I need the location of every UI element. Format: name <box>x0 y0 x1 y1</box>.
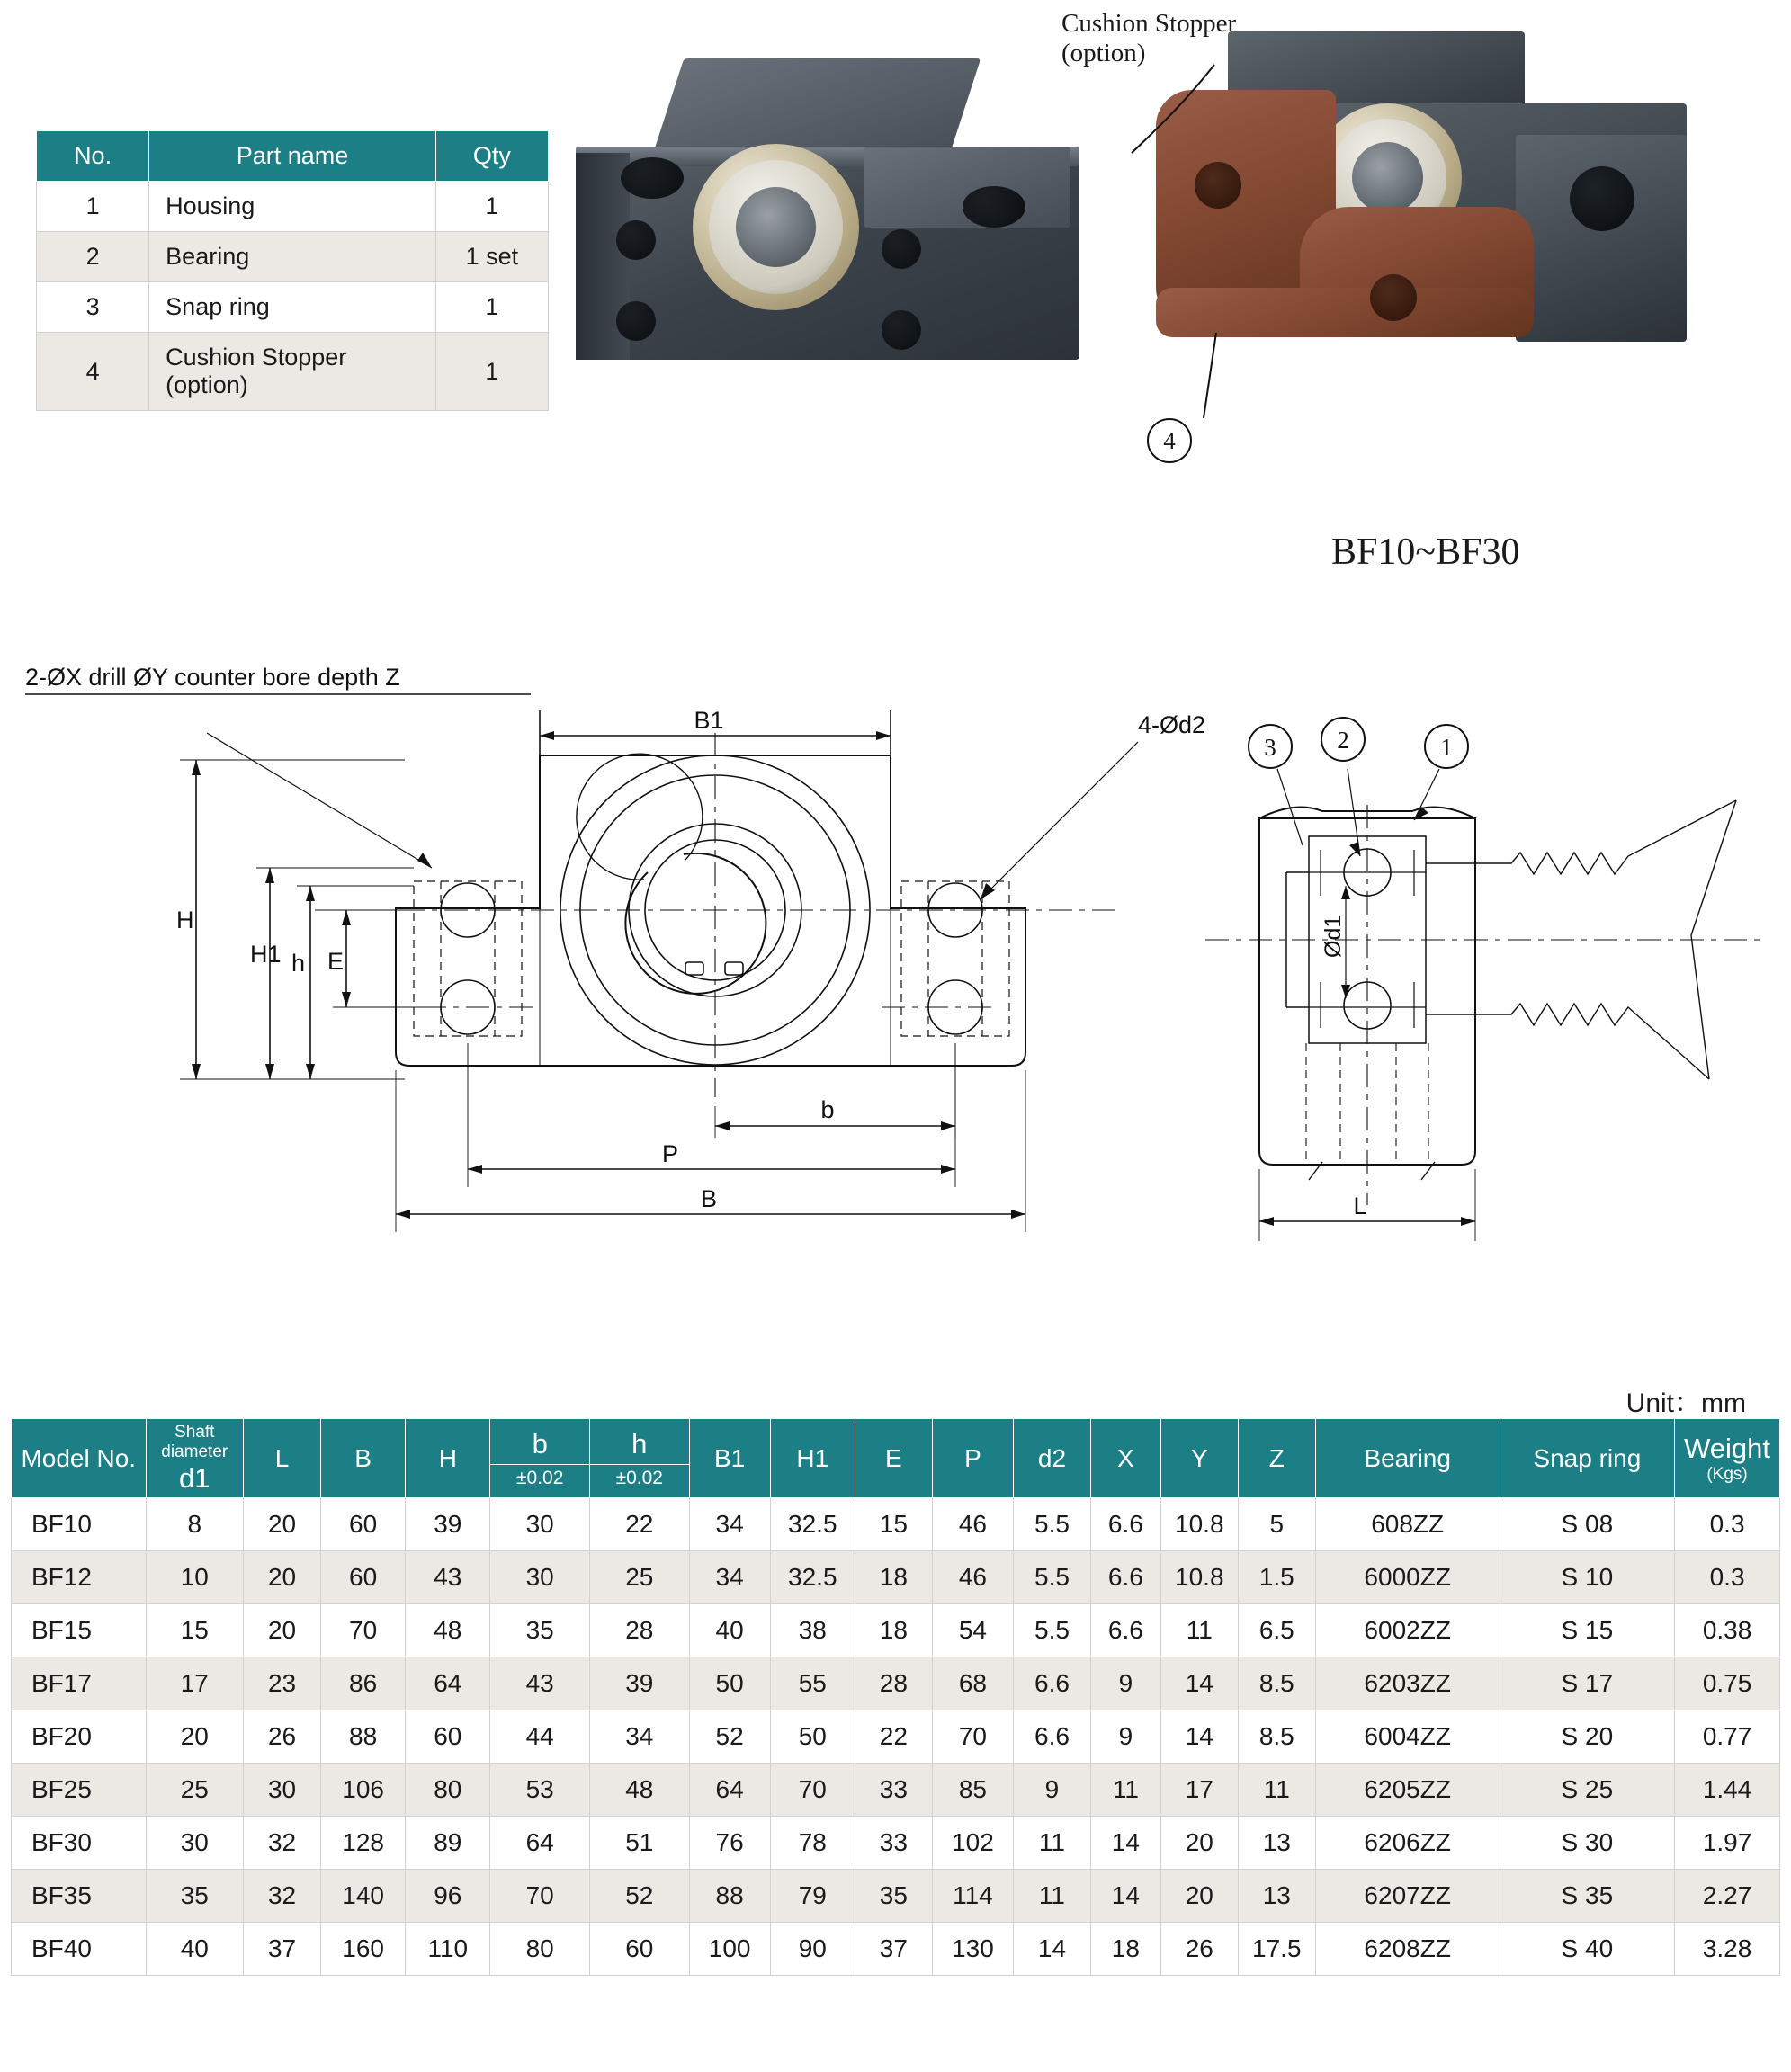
spec-cell-H: 60 <box>406 1710 490 1764</box>
spec-cell-h: 22 <box>589 1498 689 1551</box>
spec-cell-bearing: 6206ZZ <box>1315 1817 1500 1870</box>
spec-cell-h: 51 <box>589 1817 689 1870</box>
spec-header-row <box>12 1419 1780 1498</box>
spec-cell-d1: 17 <box>146 1657 244 1710</box>
spec-cell-L: 32 <box>244 1817 321 1870</box>
spec-cell-Z: 1.5 <box>1238 1551 1315 1604</box>
spec-cell-snap-ring: S 35 <box>1500 1870 1675 1923</box>
spec-cell-E: 33 <box>855 1764 932 1817</box>
table-row <box>37 333 549 411</box>
spec-cell-d2: 11 <box>1013 1817 1090 1870</box>
spec-cell-L: 32 <box>244 1870 321 1923</box>
spec-cell-bearing: 6207ZZ <box>1315 1870 1500 1923</box>
parts-header-qty: Qty <box>435 131 548 182</box>
l-label: L <box>1353 1192 1367 1219</box>
spec-cell-model: BF25 <box>12 1764 147 1817</box>
spec-cell-E: 18 <box>855 1551 932 1604</box>
b1-label: B1 <box>694 707 724 734</box>
spec-cell-X: 11 <box>1090 1764 1160 1817</box>
spec-cell-B1: 52 <box>689 1710 770 1764</box>
table-row <box>12 1498 1780 1551</box>
parts-table <box>36 130 549 411</box>
spec-cell-weight: 0.75 <box>1675 1657 1780 1710</box>
spec-cell-model: BF35 <box>12 1870 147 1923</box>
spec-cell-B1: 76 <box>689 1817 770 1870</box>
spec-cell-L: 26 <box>244 1710 321 1764</box>
spec-cell-E: 37 <box>855 1923 932 1976</box>
spec-cell-X: 18 <box>1090 1923 1160 1976</box>
parts-cell-name: Snap ring <box>149 282 436 333</box>
parts-cell-name: Bearing <box>149 232 436 282</box>
spec-header-b-tolerance: ±0.02 <box>515 1467 564 1488</box>
housing-photo <box>567 49 1097 472</box>
table-row <box>37 232 549 282</box>
spec-header-shaft-diameter <box>146 1419 244 1498</box>
spec-cell-B: 60 <box>321 1498 406 1551</box>
parts-header-part-name: Part name <box>149 131 436 182</box>
spec-cell-B1: 50 <box>689 1657 770 1710</box>
spec-cell-L: 20 <box>244 1551 321 1604</box>
spec-header-B1: B1 <box>689 1419 770 1498</box>
spec-cell-model: BF40 <box>12 1923 147 1976</box>
parts-cell-qty: 1 <box>435 333 548 411</box>
spec-cell-P: 85 <box>932 1764 1013 1817</box>
spec-header-shaft-diameter-top: Shaft diameter <box>161 1423 228 1461</box>
spec-header-h <box>589 1419 689 1498</box>
spec-cell-h: 25 <box>589 1551 689 1604</box>
spec-cell-h: 52 <box>589 1870 689 1923</box>
callout-2: 2 <box>1337 727 1349 754</box>
spec-cell-weight: 2.27 <box>1675 1870 1780 1923</box>
unit-note: Unit：mm <box>1625 1389 1746 1418</box>
od2-label: 4-Ød2 <box>1138 711 1206 738</box>
spec-cell-H: 48 <box>406 1604 490 1657</box>
table-row <box>12 1870 1780 1923</box>
table-row <box>12 1923 1780 1976</box>
spec-cell-L: 20 <box>244 1498 321 1551</box>
spec-cell-X: 6.6 <box>1090 1551 1160 1604</box>
spec-cell-Y: 14 <box>1160 1657 1238 1710</box>
spec-cell-snap-ring: S 30 <box>1500 1817 1675 1870</box>
spec-cell-weight: 1.97 <box>1675 1817 1780 1870</box>
spec-cell-h: 39 <box>589 1657 689 1710</box>
spec-cell-d1: 10 <box>146 1551 244 1604</box>
spec-header-weight <box>1675 1419 1780 1498</box>
spec-cell-snap-ring: S 40 <box>1500 1923 1675 1976</box>
spec-cell-L: 23 <box>244 1657 321 1710</box>
spec-cell-B1: 100 <box>689 1923 770 1976</box>
parts-cell-qty: 1 <box>435 182 548 232</box>
spec-cell-bearing: 6000ZZ <box>1315 1551 1500 1604</box>
spec-cell-E: 28 <box>855 1657 932 1710</box>
spec-header-X: X <box>1090 1419 1160 1498</box>
spec-cell-d1: 40 <box>146 1923 244 1976</box>
spec-header-d2: d2 <box>1013 1419 1090 1498</box>
spec-cell-B: 70 <box>321 1604 406 1657</box>
spec-cell-Z: 17.5 <box>1238 1923 1315 1976</box>
spec-cell-B1: 34 <box>689 1498 770 1551</box>
spec-header-H: H <box>406 1419 490 1498</box>
spec-cell-bearing: 6205ZZ <box>1315 1764 1500 1817</box>
spec-header-shaft-diameter-bottom: d1 <box>179 1461 210 1494</box>
specification-table <box>11 1418 1780 1976</box>
spec-cell-d2: 9 <box>1013 1764 1090 1817</box>
spec-cell-E: 35 <box>855 1870 932 1923</box>
b-small-label: b <box>820 1096 835 1123</box>
spec-cell-H: 89 <box>406 1817 490 1870</box>
spec-cell-H1: 32.5 <box>770 1551 855 1604</box>
spec-cell-Z: 11 <box>1238 1764 1315 1817</box>
spec-cell-d2: 5.5 <box>1013 1498 1090 1551</box>
spec-cell-E: 22 <box>855 1710 932 1764</box>
spec-cell-b: 44 <box>490 1710 590 1764</box>
spec-cell-model: BF17 <box>12 1657 147 1710</box>
spec-cell-bearing: 6208ZZ <box>1315 1923 1500 1976</box>
spec-cell-d2: 6.6 <box>1013 1710 1090 1764</box>
spec-cell-X: 9 <box>1090 1710 1160 1764</box>
spec-cell-X: 14 <box>1090 1870 1160 1923</box>
spec-cell-B: 140 <box>321 1870 406 1923</box>
spec-cell-Z: 5 <box>1238 1498 1315 1551</box>
spec-cell-Y: 14 <box>1160 1710 1238 1764</box>
spec-cell-model: BF12 <box>12 1551 147 1604</box>
spec-cell-X: 14 <box>1090 1817 1160 1870</box>
spec-cell-L: 30 <box>244 1764 321 1817</box>
spec-cell-B: 128 <box>321 1817 406 1870</box>
spec-cell-b: 80 <box>490 1923 590 1976</box>
spec-header-b-label: b <box>532 1428 548 1460</box>
spec-cell-P: 130 <box>932 1923 1013 1976</box>
spec-cell-E: 15 <box>855 1498 932 1551</box>
spec-header-h-tolerance: ±0.02 <box>615 1467 663 1488</box>
parts-cell-qty: 1 <box>435 282 548 333</box>
spec-header-snap-ring: Snap ring <box>1500 1419 1675 1498</box>
spec-cell-H: 80 <box>406 1764 490 1817</box>
spec-cell-h: 28 <box>589 1604 689 1657</box>
spec-header-Z: Z <box>1238 1419 1315 1498</box>
spec-cell-d2: 6.6 <box>1013 1657 1090 1710</box>
spec-header-weight-bottom: (Kgs) <box>1706 1464 1748 1484</box>
spec-cell-B: 86 <box>321 1657 406 1710</box>
parts-cell-name: Housing <box>149 182 436 232</box>
spec-cell-B: 160 <box>321 1923 406 1976</box>
spec-header-H1: H1 <box>770 1419 855 1498</box>
spec-cell-Y: 20 <box>1160 1817 1238 1870</box>
series-title: BF10~BF30 <box>1331 531 1520 573</box>
callout-4-leader-line <box>1160 324 1259 423</box>
spec-cell-Z: 6.5 <box>1238 1604 1315 1657</box>
spec-cell-weight: 0.3 <box>1675 1498 1780 1551</box>
spec-cell-H: 43 <box>406 1551 490 1604</box>
parts-table-header-row <box>37 131 549 182</box>
drawing-callouts <box>1249 718 1468 768</box>
spec-cell-Y: 17 <box>1160 1764 1238 1817</box>
spec-cell-b: 64 <box>490 1817 590 1870</box>
callout-1: 1 <box>1440 734 1453 761</box>
spec-header-B: B <box>321 1419 406 1498</box>
spec-cell-model: BF20 <box>12 1710 147 1764</box>
b-label: B <box>700 1185 718 1212</box>
spec-cell-snap-ring: S 15 <box>1500 1604 1675 1657</box>
table-row <box>12 1657 1780 1710</box>
spec-cell-b: 30 <box>490 1498 590 1551</box>
spec-cell-L: 20 <box>244 1604 321 1657</box>
spec-cell-Z: 8.5 <box>1238 1657 1315 1710</box>
table-row <box>37 282 549 333</box>
cushion-stopper-label-line1: Cushion Stopper <box>1061 9 1237 38</box>
spec-cell-E: 33 <box>855 1817 932 1870</box>
callout-4-circle <box>1147 418 1192 463</box>
spec-cell-H1: 50 <box>770 1710 855 1764</box>
spec-cell-H1: 55 <box>770 1657 855 1710</box>
spec-cell-bearing: 6002ZZ <box>1315 1604 1500 1657</box>
spec-cell-d1: 25 <box>146 1764 244 1817</box>
spec-cell-weight: 0.77 <box>1675 1710 1780 1764</box>
table-row <box>12 1817 1780 1870</box>
spec-cell-B: 88 <box>321 1710 406 1764</box>
spec-cell-H1: 32.5 <box>770 1498 855 1551</box>
cushion-stopper-label-line2: (option) <box>1061 39 1146 68</box>
parts-cell-qty: 1 set <box>435 232 548 282</box>
spec-cell-bearing: 6203ZZ <box>1315 1657 1500 1710</box>
table-row <box>12 1764 1780 1817</box>
spec-cell-d2: 14 <box>1013 1923 1090 1976</box>
spec-cell-Y: 20 <box>1160 1870 1238 1923</box>
spec-cell-H1: 90 <box>770 1923 855 1976</box>
spec-cell-weight: 0.3 <box>1675 1551 1780 1604</box>
spec-cell-H1: 38 <box>770 1604 855 1657</box>
e-label: E <box>327 948 345 975</box>
spec-cell-Z: 13 <box>1238 1870 1315 1923</box>
spec-cell-Y: 10.8 <box>1160 1498 1238 1551</box>
parts-cell-no: 1 <box>37 182 149 232</box>
spec-cell-snap-ring: S 25 <box>1500 1764 1675 1817</box>
spec-cell-Z: 8.5 <box>1238 1710 1315 1764</box>
od1-label: Ød1 <box>1321 915 1346 958</box>
spec-header-bearing: Bearing <box>1315 1419 1500 1498</box>
h-small-label: h <box>291 950 306 977</box>
spec-cell-model: BF10 <box>12 1498 147 1551</box>
parts-cell-name: Cushion Stopper (option) <box>149 333 436 411</box>
parts-cell-no: 3 <box>37 282 149 333</box>
spec-cell-B1: 34 <box>689 1551 770 1604</box>
spec-cell-E: 18 <box>855 1604 932 1657</box>
spec-cell-d2: 5.5 <box>1013 1551 1090 1604</box>
cushion-stopper-leader-line <box>1061 54 1295 162</box>
spec-cell-P: 102 <box>932 1817 1013 1870</box>
spec-cell-X: 9 <box>1090 1657 1160 1710</box>
p-label: P <box>661 1140 679 1167</box>
spec-cell-snap-ring: S 20 <box>1500 1710 1675 1764</box>
spec-header-weight-top: Weight <box>1684 1432 1771 1464</box>
spec-cell-H1: 78 <box>770 1817 855 1870</box>
table-row <box>12 1604 1780 1657</box>
parts-cell-no: 2 <box>37 232 149 282</box>
callout-4-label: 4 <box>1163 426 1176 454</box>
spec-cell-snap-ring: S 17 <box>1500 1657 1675 1710</box>
table-row <box>37 182 549 232</box>
spec-cell-B: 60 <box>321 1551 406 1604</box>
spec-cell-b: 35 <box>490 1604 590 1657</box>
parts-cell-no: 4 <box>37 333 149 411</box>
spec-cell-b: 30 <box>490 1551 590 1604</box>
spec-cell-d1: 8 <box>146 1498 244 1551</box>
spec-cell-weight: 3.28 <box>1675 1923 1780 1976</box>
spec-cell-B1: 64 <box>689 1764 770 1817</box>
spec-cell-d1: 30 <box>146 1817 244 1870</box>
technical-drawing <box>0 576 1791 1421</box>
spec-cell-model: BF30 <box>12 1817 147 1870</box>
spec-cell-h: 48 <box>589 1764 689 1817</box>
spec-header-P: P <box>932 1419 1013 1498</box>
spec-cell-B1: 40 <box>689 1604 770 1657</box>
spec-cell-P: 46 <box>932 1498 1013 1551</box>
spec-cell-P: 70 <box>932 1710 1013 1764</box>
spec-header-h-label: h <box>631 1428 648 1460</box>
spec-cell-d2: 11 <box>1013 1870 1090 1923</box>
spec-cell-X: 6.6 <box>1090 1604 1160 1657</box>
spec-cell-X: 6.6 <box>1090 1498 1160 1551</box>
table-row <box>12 1551 1780 1604</box>
spec-cell-P: 54 <box>932 1604 1013 1657</box>
spec-cell-H1: 70 <box>770 1764 855 1817</box>
spec-cell-weight: 0.38 <box>1675 1604 1780 1657</box>
spec-cell-H: 64 <box>406 1657 490 1710</box>
spec-header-E: E <box>855 1419 932 1498</box>
spec-cell-Y: 26 <box>1160 1923 1238 1976</box>
callout-3: 3 <box>1264 734 1276 761</box>
spec-cell-H: 96 <box>406 1870 490 1923</box>
spec-cell-Y: 11 <box>1160 1604 1238 1657</box>
spec-cell-h: 60 <box>589 1923 689 1976</box>
spec-cell-Z: 13 <box>1238 1817 1315 1870</box>
spec-cell-model: BF15 <box>12 1604 147 1657</box>
spec-header-L: L <box>244 1419 321 1498</box>
spec-header-Y: Y <box>1160 1419 1238 1498</box>
spec-cell-b: 53 <box>490 1764 590 1817</box>
spec-cell-H: 110 <box>406 1923 490 1976</box>
spec-cell-d1: 35 <box>146 1870 244 1923</box>
spec-cell-weight: 1.44 <box>1675 1764 1780 1817</box>
spec-cell-H1: 79 <box>770 1870 855 1923</box>
spec-cell-snap-ring: S 08 <box>1500 1498 1675 1551</box>
spec-cell-Y: 10.8 <box>1160 1551 1238 1604</box>
spec-cell-snap-ring: S 10 <box>1500 1551 1675 1604</box>
spec-header-model: Model No. <box>12 1419 147 1498</box>
spec-cell-b: 43 <box>490 1657 590 1710</box>
spec-cell-bearing: 6004ZZ <box>1315 1710 1500 1764</box>
spec-cell-P: 114 <box>932 1870 1013 1923</box>
spec-header-b <box>490 1419 590 1498</box>
spec-cell-d1: 15 <box>146 1604 244 1657</box>
spec-cell-P: 46 <box>932 1551 1013 1604</box>
spec-cell-B1: 88 <box>689 1870 770 1923</box>
parts-header-no: No. <box>37 131 149 182</box>
table-row <box>12 1710 1780 1764</box>
h-label: H <box>176 906 194 933</box>
spec-cell-H: 39 <box>406 1498 490 1551</box>
spec-cell-L: 37 <box>244 1923 321 1976</box>
spec-cell-b: 70 <box>490 1870 590 1923</box>
spec-cell-d1: 20 <box>146 1710 244 1764</box>
spec-cell-P: 68 <box>932 1657 1013 1710</box>
h1-label: H1 <box>250 941 282 968</box>
spec-cell-h: 34 <box>589 1710 689 1764</box>
spec-cell-B: 106 <box>321 1764 406 1817</box>
spec-cell-bearing: 608ZZ <box>1315 1498 1500 1551</box>
spec-cell-d2: 5.5 <box>1013 1604 1090 1657</box>
drill-note-text: 2-ØX drill ØY counter bore depth Z <box>25 664 400 691</box>
